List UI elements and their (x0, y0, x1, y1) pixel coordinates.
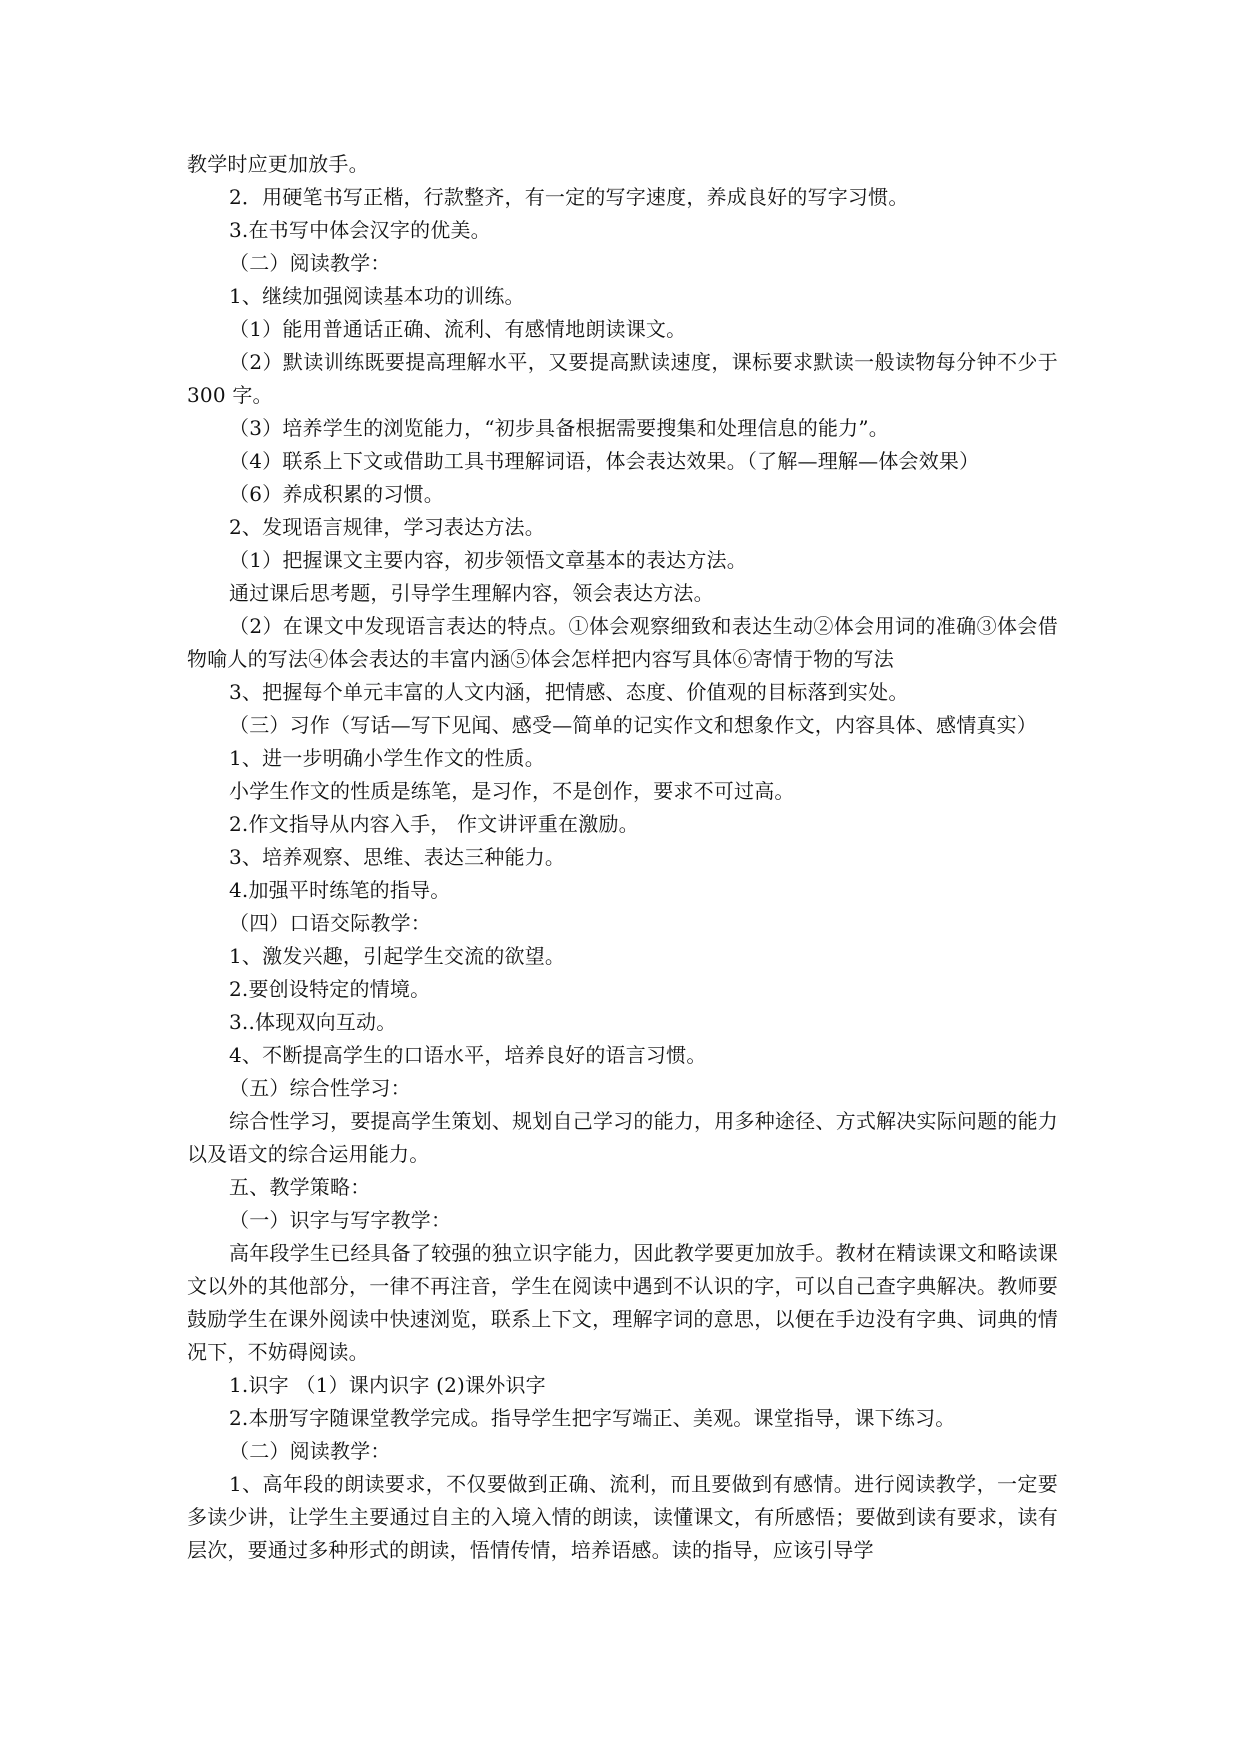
paragraph: 3.在书写中体会汉字的优美。 (229, 218, 491, 242)
paragraph: （2）在课文中发现语言表达的特点。①体会观察细致和表达生动②体会用词的准确③体会借物喻人的写法④体会表达的丰富内涵⑤体会怎样把内容写具体⑥寄情于物的写法 (187, 614, 1058, 671)
paragraph: （6）养成积累的习惯。 (229, 482, 444, 506)
paragraph: 1、进一步明确小学生作文的性质。 (229, 746, 545, 770)
paragraph: 4、不断提高学生的口语水平，培养良好的语言习惯。 (229, 1043, 707, 1067)
section-heading: （五）综合性学习： (229, 1076, 411, 1100)
paragraph: 2.本册写字随课堂教学完成。指导学生把字写端正、美观。课堂指导，课下练习。 (229, 1406, 956, 1430)
document-body (187, 148, 1058, 1567)
paragraph: 1、激发兴趣，引起学生交流的欲望。 (229, 944, 566, 968)
paragraph: 综合性学习，要提高学生策划、规划自己学习的能力，用多种途径、方式解决实际问题的能力以及语文的综合运用能力。 (187, 1109, 1058, 1166)
section-heading: 五、教学策略： (229, 1175, 371, 1199)
paragraph: 1、高年段的朗读要求，不仅要做到正确、流利，而且要做到有感情。进行阅读教学，一定要多读少讲，让学生主要通过自主的入境入情的朗读，读懂课文，有所感悟；要做到读有要求，读有层次，要通过多种形式的朗读，悟情传情，培养语感。读的指导，应该引导学 (187, 1472, 1058, 1562)
paragraph: 教学时应更加放手。 (187, 152, 369, 176)
section-heading: （三）习作（写话—写下见闻、感受—简单的记实作文和想象作文，内容具体、感情真实） (229, 713, 1037, 737)
paragraph: （1）能用普通话正确、流利、有感情地朗读课文。 (229, 317, 687, 341)
paragraph: 高年段学生已经具备了较强的独立识字能力，因此教学要更加放手。教材在精读课文和略读课文以外的其他部分，一律不再注音，学生在阅读中遇到不认识的字，可以自己查字典解决。教师要鼓励学生在课外阅读中快速浏览，联系上下文，理解字词的意思，以便在手边没有字典、词典的情况下，不妨碍阅读。 (187, 1241, 1058, 1364)
paragraph: （1）把握课文主要内容，初步领悟文章基本的表达方法。 (229, 548, 747, 572)
section-heading: （二）阅读教学： (229, 1439, 391, 1463)
paragraph: 4.加强平时练笔的指导。 (229, 878, 451, 902)
paragraph: 2.要创设特定的情境。 (229, 977, 431, 1001)
section-heading: （二）阅读教学： (229, 251, 391, 275)
paragraph: 1、继续加强阅读基本功的训练。 (229, 284, 525, 308)
paragraph: 3、把握每个单元丰富的人文内涵，把情感、态度、价值观的目标落到实处。 (229, 680, 909, 704)
paragraph: 通过课后思考题，引导学生理解内容，领会表达方法。 (229, 581, 714, 605)
paragraph: 1.识字 （1）课内识字 (2)课外识字 (229, 1373, 546, 1397)
section-heading: （一）识字与写字教学： (229, 1208, 452, 1232)
paragraph: 2.作文指导从内容入手， 作文讲评重在激励。 (229, 812, 639, 836)
paragraph: （3）培养学生的浏览能力，“初步具备根据需要搜集和处理信息的能力”。 (229, 416, 889, 440)
paragraph: （4）联系上下文或借助工具书理解词语，体会表达效果。（了解—理解—体会效果） (229, 449, 980, 473)
paragraph: （2）默读训练既要提高理解水平，又要提高默读速度，课标要求默读一般读物每分钟不少于 300 字。 (187, 350, 1058, 407)
paragraph: 2．用硬笔书写正楷，行款整齐，有一定的写字速度，养成良好的写字习惯。 (229, 185, 909, 209)
paragraph: 2、发现语言规律，学习表达方法。 (229, 515, 545, 539)
paragraph: 小学生作文的性质是练笔，是习作，不是创作，要求不可过高。 (229, 779, 795, 803)
section-heading: （四）口语交际教学： (229, 911, 431, 935)
paragraph: 3、培养观察、思维、表达三种能力。 (229, 845, 566, 869)
paragraph: 3..体现双向互动。 (229, 1010, 397, 1034)
